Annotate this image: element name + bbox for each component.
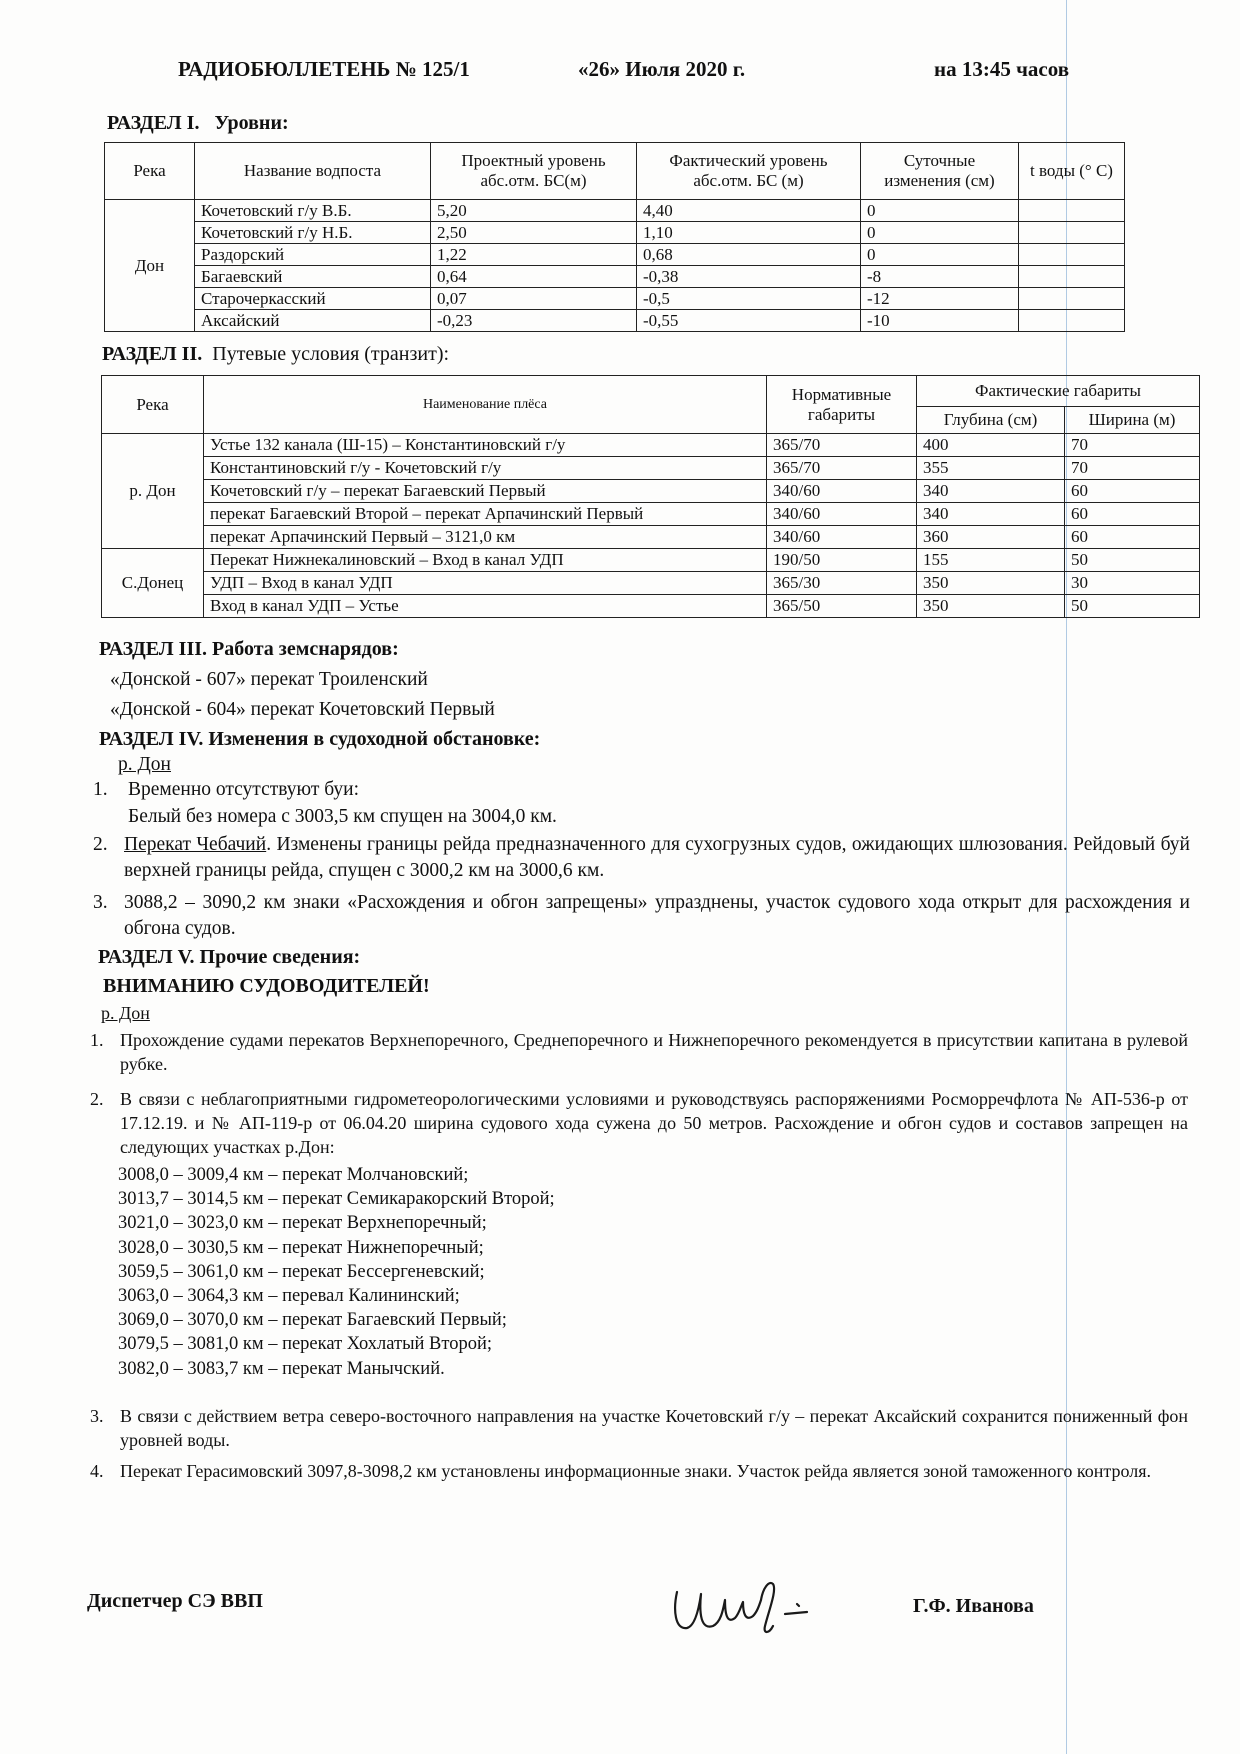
post-cell: Багаевский [195,266,431,288]
temp-cell [1019,288,1125,310]
levels-table [104,142,1125,332]
stretch-cell: Устье 132 канала (Ш-15) – Константиновский г/у [204,434,767,457]
section4-river: р. Дон [118,754,171,775]
table-row [102,549,1200,572]
bulletin-title: РАДИОБЮЛЛЕТЕНЬ № 125/1 [178,57,470,81]
table-row [105,222,1125,244]
dredger-item-1: «Донской - 607» перекат Троиленский [110,669,428,690]
depth-cell: 340 [917,503,1065,526]
project-cell: -0,23 [431,310,637,332]
list-item: 3079,5 – 3081,0 км – перекат Хохлатый Второй; [118,1334,493,1355]
s4-item2-lead: Перекат Чебачий [124,834,267,855]
post-cell: Кочетовский г/у В.Б. [195,200,431,222]
col-river: Река [102,376,204,434]
list-item: 3069,0 – 3070,0 км – перекат Багаевский Первый; [118,1310,507,1331]
col-project-level: Проектный уровень абс.отм. БС(м) [431,143,637,200]
width-cell: 70 [1065,457,1200,480]
temp-cell [1019,244,1125,266]
change-cell: -8 [861,266,1019,288]
s4-item2 [124,832,1190,884]
s5-item3-num: 3. [90,1406,104,1426]
width-cell: 30 [1065,572,1200,595]
s4-item1-num: 1. [93,779,108,800]
col-daily-change: Суточные изменения (см) [861,143,1019,200]
table-row [105,266,1125,288]
norm-cell: 340/60 [767,526,917,549]
temp-cell [1019,222,1125,244]
temp-cell [1019,310,1125,332]
temp-cell [1019,266,1125,288]
table-row [105,244,1125,266]
actual-cell: -0,5 [637,288,861,310]
depth-cell: 340 [917,480,1065,503]
actual-cell: 0,68 [637,244,861,266]
table-row [102,480,1200,503]
list-item: 3059,5 – 3061,0 км – перекат Бессергеневский; [118,1261,485,1282]
change-cell: -12 [861,288,1019,310]
depth-cell: 350 [917,572,1065,595]
transit-table [101,375,1200,618]
list-item: 3021,0 – 3023,0 км – перекат Верхнепоречный; [118,1213,487,1234]
s4-item3-text: 3088,2 – 3090,2 км знаки «Расхождения и обгон запрещены» упразднены, участок судового хода открыт для расхождения и обгона судов. [124,892,1190,939]
s4-item2-text: . Изменены границы рейда предназначенного для сухогрузных судов, ожидающих шлюзования. Рейдовый буй верхней границы рейда, спущен с 3000,2 км на 3000,6 км. [124,834,1190,881]
s5-item4-num: 4. [90,1461,104,1481]
change-cell: 0 [861,200,1019,222]
table-row [102,595,1200,618]
stretch-cell: Перекат Нижнекалиновский – Вход в канал УДП [204,549,767,572]
list-item: 3008,0 – 3009,4 км – перекат Молчановский; [118,1165,469,1185]
stretch-cell: перекат Багаевский Второй – перекат Арпачинский Первый [204,503,767,526]
norm-cell: 340/60 [767,503,917,526]
river-cell: р. Дон [102,434,204,549]
post-cell: Раздорский [195,244,431,266]
table-row [102,526,1200,549]
actual-cell: 4,40 [637,200,861,222]
actual-cell: -0,38 [637,266,861,288]
project-cell: 0,64 [431,266,637,288]
norm-cell: 340/60 [767,480,917,503]
list-item: 3063,0 – 3064,3 км – перевал Калининский; [118,1286,460,1307]
col-width: Ширина (м) [1065,407,1200,434]
col-depth: Глубина (см) [917,407,1065,434]
norm-cell: 365/70 [767,457,917,480]
col-normative: Нормативные габариты [767,376,917,434]
restricted-list [118,1163,555,1381]
post-cell: Старочеркасский [195,288,431,310]
width-cell: 50 [1065,549,1200,572]
width-cell: 60 [1065,526,1200,549]
s4-item2-num: 2. [93,834,108,855]
stretch-cell: Константиновский г/у - Кочетовский г/у [204,457,767,480]
stretch-cell: Кочетовский г/у – перекат Багаевский Первый [204,480,767,503]
actual-cell: 1,10 [637,222,861,244]
depth-cell: 355 [917,457,1065,480]
width-cell: 70 [1065,434,1200,457]
handwritten-signature [665,1570,835,1642]
post-cell: Аксайский [195,310,431,332]
table-row [102,503,1200,526]
section1-title: РАЗДЕЛ I. Уровни: [107,112,289,134]
stretch-cell: перекат Арпачинский Первый – 3121,0 км [204,526,767,549]
list-item: 3082,0 – 3083,7 км – перекат Манычский. [118,1358,445,1379]
change-cell: -10 [861,310,1019,332]
change-cell: 0 [861,222,1019,244]
temp-cell [1019,200,1125,222]
table-row [102,457,1200,480]
s4-item3-num: 3. [93,892,108,913]
stretch-cell: Вход в канал УДП – Устье [204,595,767,618]
section5-title: РАЗДЕЛ V. Прочие сведения: [98,946,361,968]
section3-title: РАЗДЕЛ III. Работа земснарядов: [99,638,399,660]
norm-cell: 365/30 [767,572,917,595]
post-cell: Кочетовский г/у Н.Б. [195,222,431,244]
section5-river: р. Дон [101,1003,150,1023]
norm-cell: 365/70 [767,434,917,457]
width-cell: 60 [1065,503,1200,526]
norm-cell: 190/50 [767,549,917,572]
actual-cell: -0,55 [637,310,861,332]
stretch-cell: УДП – Вход в канал УДП [204,572,767,595]
list-item: 3013,7 – 3014,5 км – перекат Семикаракорский Второй; [118,1189,555,1210]
col-stretch: Наименование плёса [204,376,767,434]
s4-item1-line2: Белый без номера с 3003,5 км спущен на 3004,0 км. [128,806,557,827]
depth-cell: 350 [917,595,1065,618]
levels-header-row [105,143,1125,200]
project-cell: 5,20 [431,200,637,222]
river-cell: Дон [105,200,195,332]
s4-item1-line1: Временно отсутствуют буи: [128,779,360,800]
table-row [105,310,1125,332]
depth-cell: 360 [917,526,1065,549]
section4-title: РАЗДЕЛ IV. Изменения в судоходной обстановке: [99,728,541,750]
norm-cell: 365/50 [767,595,917,618]
dredger-item-2: «Донской - 604» перекат Кочетовский Первый [110,699,495,720]
change-cell: 0 [861,244,1019,266]
col-river: Река [105,143,195,200]
s5-item4-text: Перекат Герасимовский 3097,8-3098,2 км установлены информационные знаки. Участок рейда является зоной таможенного контроля. [120,1461,1152,1481]
table-row [105,200,1125,222]
river-cell: С.Донец [102,549,204,618]
col-water-temp: t воды (° С) [1019,143,1125,200]
table-row [105,288,1125,310]
project-cell: 1,22 [431,244,637,266]
table-row [102,572,1200,595]
width-cell: 60 [1065,480,1200,503]
dispatcher-position: Диспетчер СЭ ВВП [87,1590,263,1612]
s5-item2-text: В связи с неблагоприятными гидрометеорологическими условиями и руководствуясь распоряжениями Росморречфлота № АП-536-р от 17.12.19. и № АП-119-р от 06.04.20 ширина судового хода сужена до 50 метров. Расхождение и обгон судов и составов запрещен на следующих участках р.Дон: [120,1089,1188,1157]
col-actual-level: Фактический уровень абс.отм. БС (м) [637,143,861,200]
table-row [102,434,1200,457]
s5-item3-text: В связи с действием ветра северо-восточного направления на участке Кочетовский г/у – перекат Аксайский сохранится пониженный фон уровней воды. [120,1406,1188,1450]
depth-cell: 155 [917,549,1065,572]
bulletin-time: на 13:45 часов [934,57,1070,81]
list-item: 3028,0 – 3030,5 км – перекат Нижнепоречный; [118,1237,484,1258]
s5-item1-num: 1. [90,1030,104,1050]
project-cell: 0,07 [431,288,637,310]
s5-item1-text: Прохождение судами перекатов Верхнепоречного, Среднепоречного и Нижнепоречного рекомендуется в присутствии капитана в рулевой рубке. [120,1030,1188,1074]
project-cell: 2,50 [431,222,637,244]
col-post: Название водпоста [195,143,431,200]
dispatcher-name: Г.Ф. Иванова [913,1595,1034,1617]
depth-cell: 400 [917,434,1065,457]
col-actual-dims: Фактические габариты [917,376,1200,407]
s5-item2-num: 2. [90,1089,104,1109]
bulletin-date: «26» Июля 2020 г. [578,57,746,81]
section2-title: РАЗДЕЛ II. Путевые условия (транзит): [102,343,450,365]
width-cell: 50 [1065,595,1200,618]
attention-heading: ВНИМАНИЮ СУДОВОДИТЕЛЕЙ! [103,975,430,997]
